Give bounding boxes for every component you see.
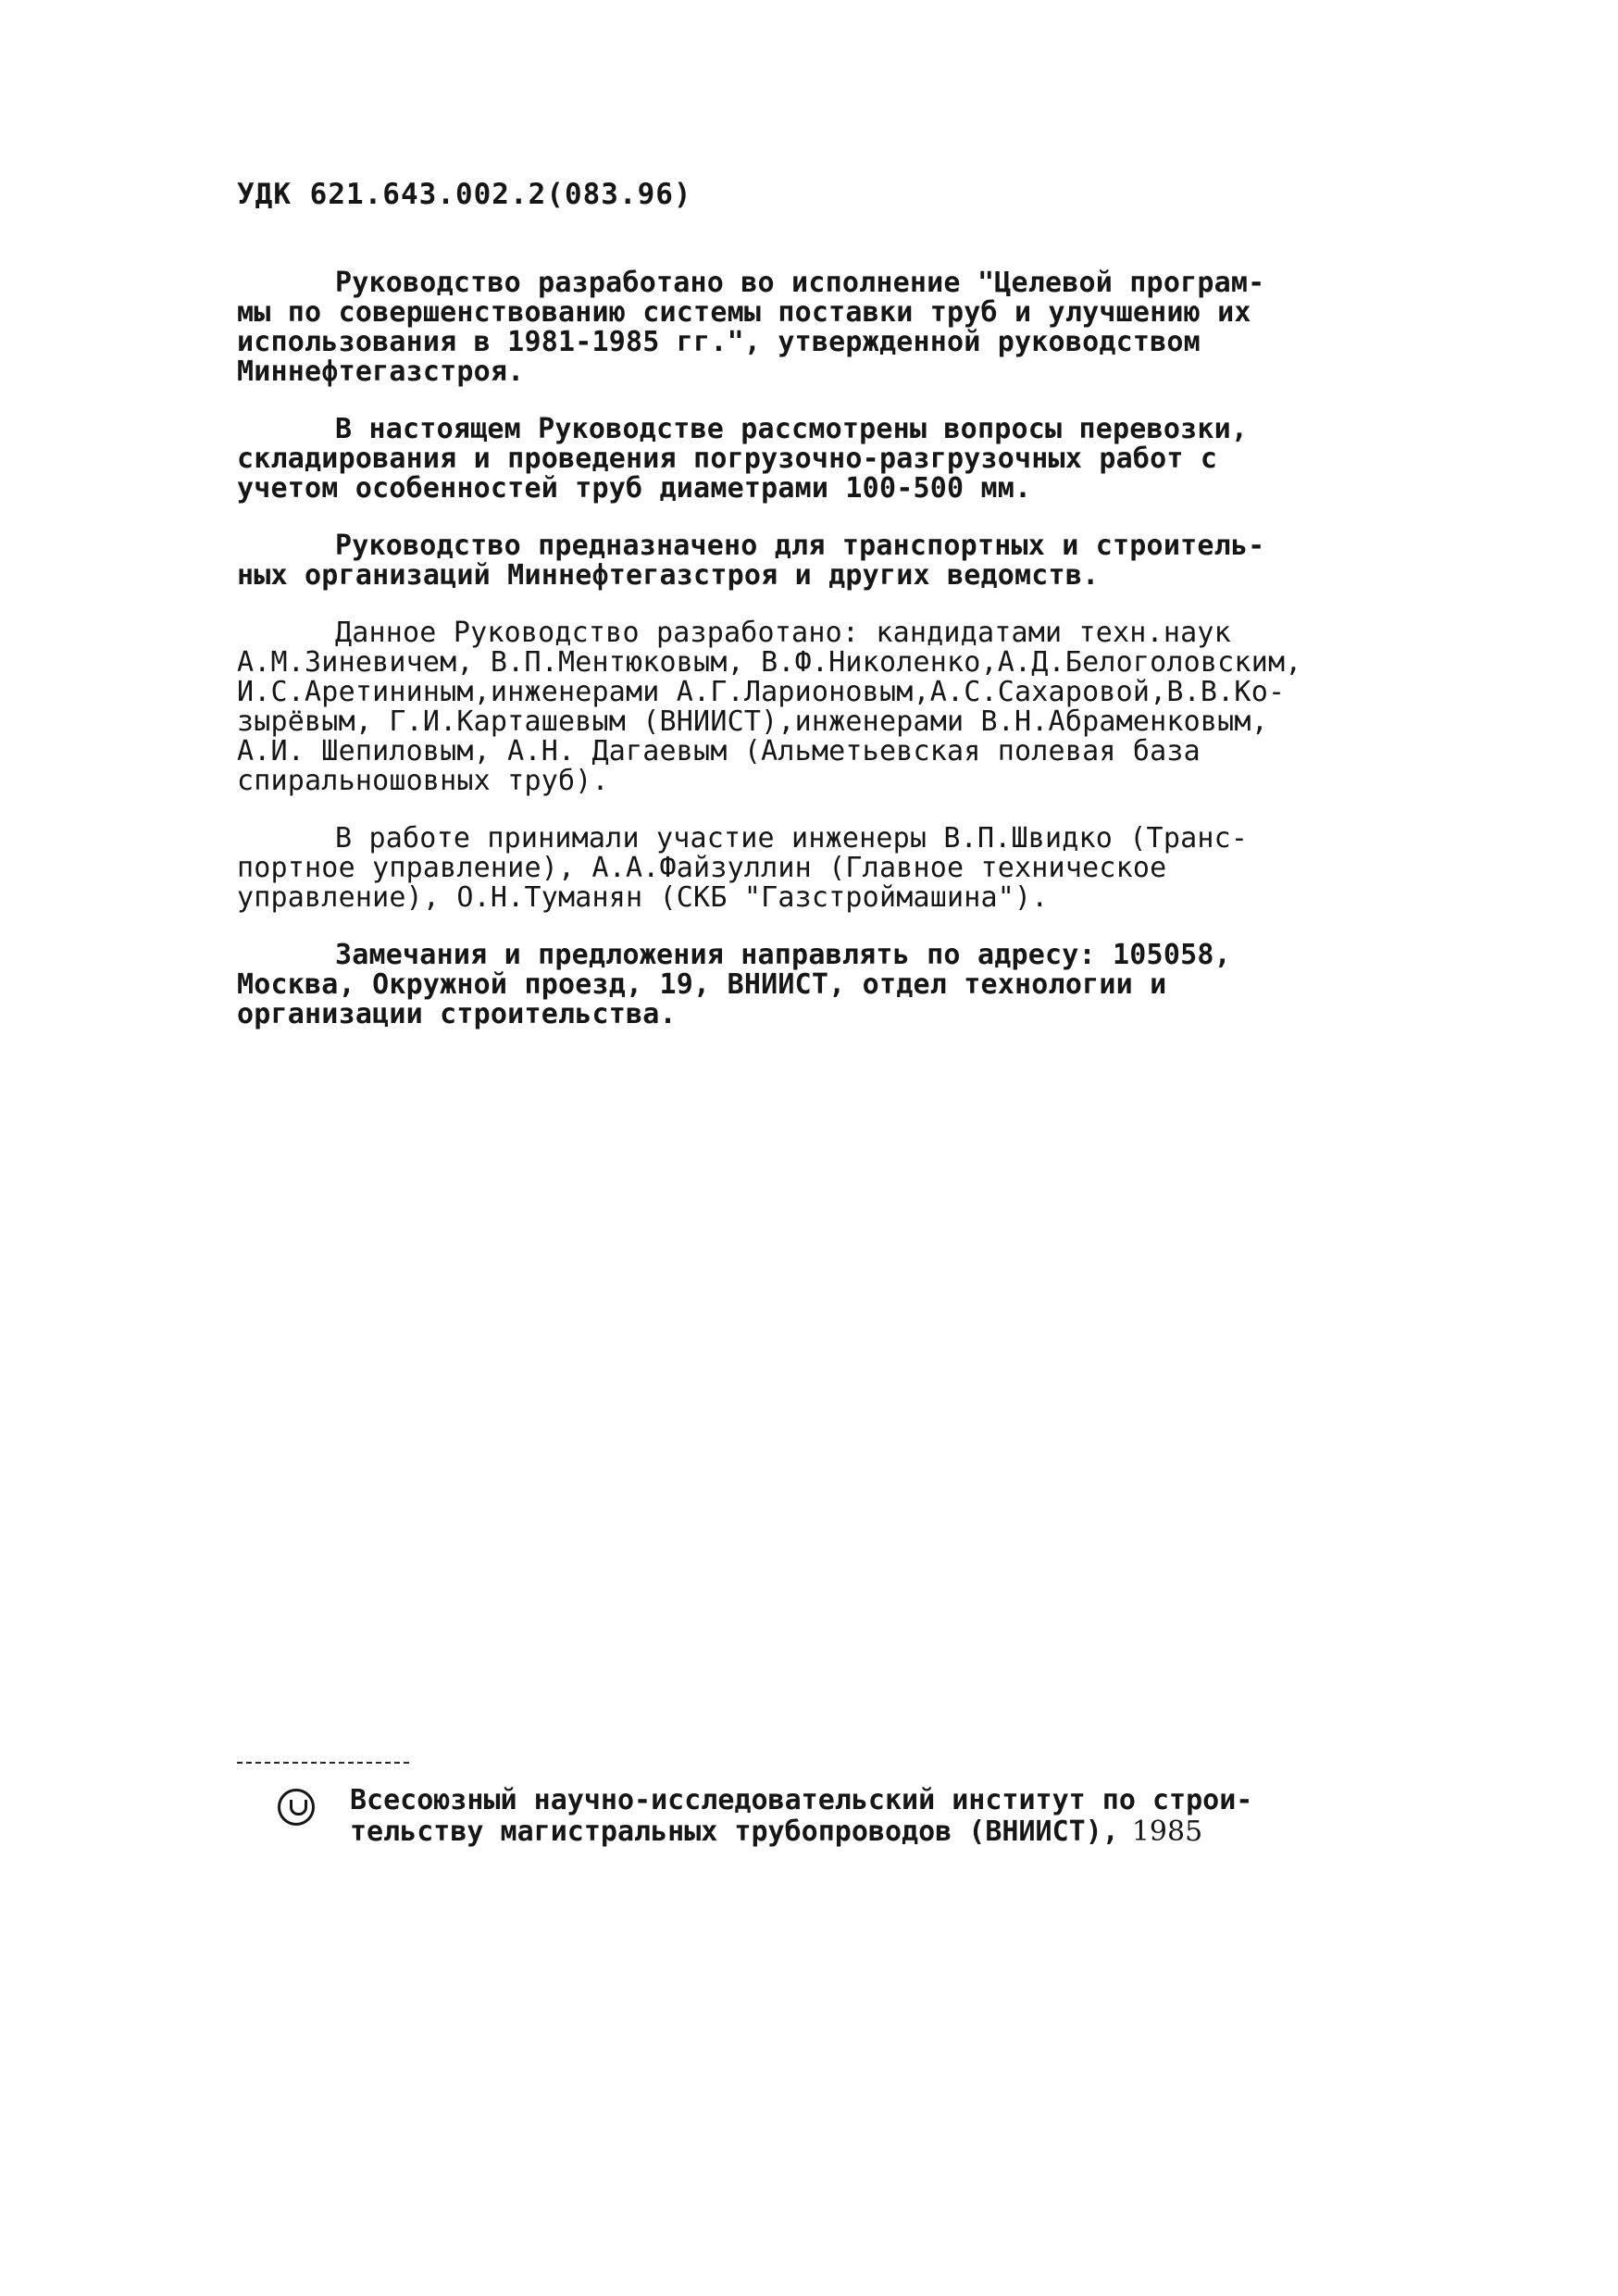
text-line: портное управление), А.А.Файзуллин (Главное техническое (237, 852, 1167, 884)
text-line: Руководство предназначено для транспортных и строитель- (335, 530, 1265, 562)
copyright-icon (278, 1789, 315, 1826)
paragraph-contact (237, 941, 1385, 1029)
paragraph-scope (237, 415, 1385, 504)
copyright-year: 1985 (1131, 1816, 1203, 1848)
text-line: Данное Руководство разработано: кандидатами техн.наук (335, 617, 1231, 649)
text-line: зырёвым, Г.И.Карташевым (ВНИИСТ),инженерами В.Н.Абраменковым, (237, 705, 1268, 738)
udk-code: УДК 621.643.002.2(083.96) (237, 178, 692, 211)
text-line: В работе принимали участие инженеры В.П.Швидко (Транс- (335, 822, 1249, 855)
copyright-line: Всесоюзный научно-исследовательский институт по строи- (350, 1784, 1253, 1816)
paragraph-participants (237, 824, 1385, 913)
copyright-footnote (278, 1785, 1388, 1848)
text-line: И.С.Аретининым,инженерами А.Г.Ларионовым,А.С.Сахаровой,В.В.Ко- (237, 676, 1286, 708)
paragraph-authors (237, 618, 1385, 796)
document-body (237, 268, 1385, 1057)
footnote-divider (237, 1762, 409, 1764)
text-line: управление), О.Н.Туманян (СКБ "Газстроймашина"). (237, 881, 1049, 914)
text-line: В настоящем Руководстве рассмотрены вопросы перевозки, (335, 413, 1249, 445)
text-line: А.И. Шепиловым, А.Н. Дагаевым (Альметьевская полевая база (237, 735, 1201, 767)
copyright-text (350, 1785, 1388, 1848)
text-line: организации строительства. (237, 998, 677, 1030)
text-line: Замечания и предложения направлять по адресу: 105058, (335, 939, 1231, 971)
text-line: А.М.Зиневичем, В.П.Ментюковым, В.Ф.Николенко,А.Д.Белоголовским, (237, 646, 1302, 679)
copyright-org: тельству магистральных трубопроводов (ВНИИСТ), (350, 1816, 1119, 1848)
copyright-line (350, 1816, 1388, 1848)
text-line: учетом особенностей труб диаметрами 100-500 мм. (237, 472, 1032, 505)
text-line: Москва, Окружной проезд, 19, ВНИИСТ, отдел технологии и (237, 968, 1167, 1001)
paragraph-purpose (237, 268, 1385, 387)
text-line: Миннефтегазстроя. (237, 356, 525, 388)
text-line: использования в 1981-1985 гг.", утвержденной руководством (237, 326, 1201, 358)
text-line: ных организаций Миннефтегазстроя и других ведомств. (237, 559, 1100, 592)
paragraph-audience (237, 531, 1385, 591)
text-line: складирования и проведения погрузочно-разгрузочных работ с (237, 443, 1218, 475)
text-line: Руководство разработано во исполнение "Целевой програм- (335, 267, 1265, 299)
text-line: мы по совершенствованию системы поставки труб и улучшению их (237, 296, 1251, 329)
text-line: спиральношовных труб). (237, 765, 609, 797)
